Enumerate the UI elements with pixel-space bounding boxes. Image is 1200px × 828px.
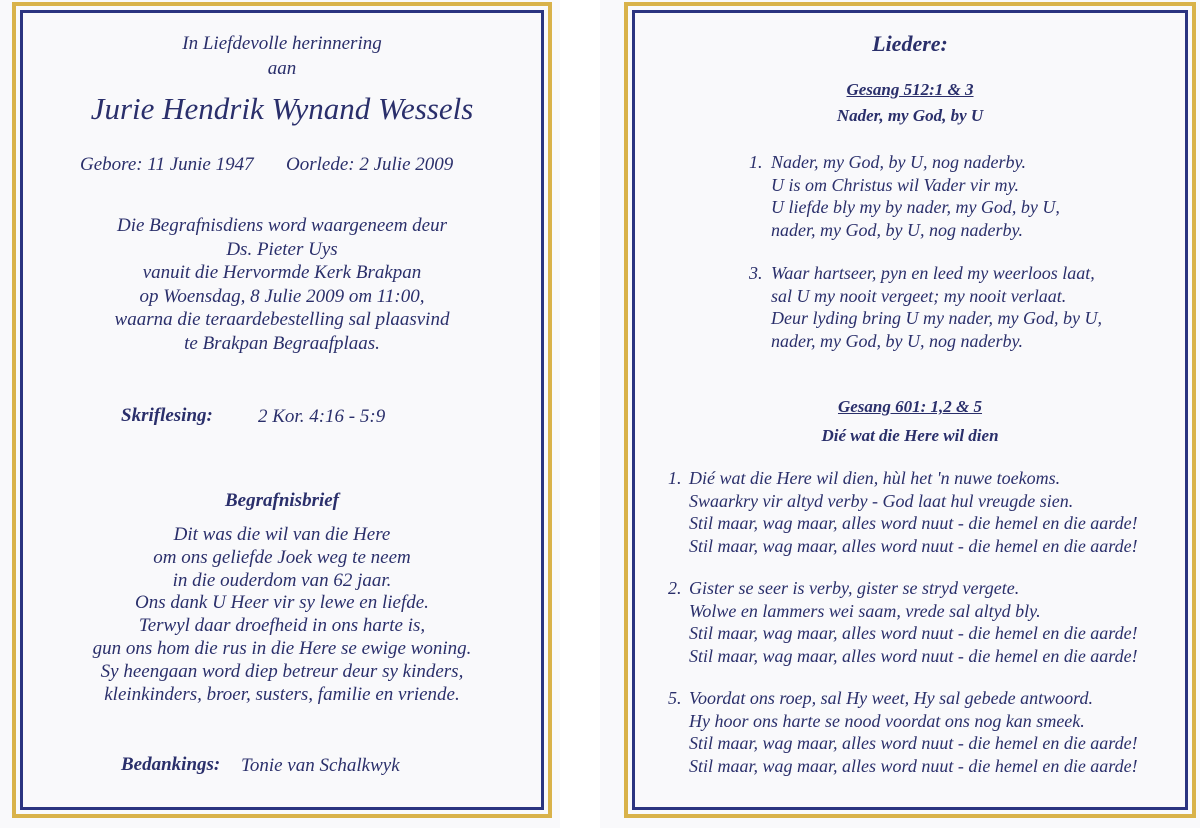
service-line: te Brakpan Begraafplaas. — [184, 332, 380, 354]
songs-heading: Liedere: — [872, 31, 948, 56]
reading-value: 2 Kor. 4:16 - 5:9 — [258, 406, 386, 427]
service-line: waarna die teraardebestelling sal plaasvind — [114, 309, 450, 330]
stanza-line: nader, my God, by U, nog naderby. — [771, 219, 1023, 240]
stanza-line: Stil maar, wag maar, alles word nuut - die hemel en die aarde! — [689, 623, 1138, 643]
letter-line: Sy heengaan word diep betreur deur sy kinders, — [100, 660, 464, 682]
stanza-line: Stil maar, wag maar, alles word nuut - die hemel en die aarde! — [689, 645, 1138, 666]
thanks-label: Bedankings: — [121, 754, 221, 775]
stanza-line: Dié wat die Here wil dien, hùl het 'n nuwe toekoms. — [689, 468, 1061, 488]
reading-label: Skriflesing: — [121, 405, 213, 426]
stanza-line: Stil maar, wag maar, alles word nuut - die hemel en die aarde! — [689, 535, 1138, 556]
thanks-value: Tonie van Schalkwyk — [241, 755, 400, 776]
letter-line: Ons dank U Heer vir sy lewe en liefde. — [135, 592, 429, 614]
letter-title: Begrafnisbrief — [225, 490, 339, 511]
service-line: Ds. Pieter Uys — [226, 238, 338, 260]
letter-line: in die ouderdom van 62 jaar. — [172, 569, 392, 591]
letter-line: gun ons hom die rus in die Here se ewige woning. — [92, 637, 472, 659]
stanza-line: Voordat ons roep, sal Hy weet, Hy sal gebede antwoord. — [689, 688, 1093, 708]
hymn2-stanza — [668, 577, 1168, 669]
stanza-line: U is om Christus wil Vader vir my. — [771, 174, 1020, 195]
death-date: Oorlede: 2 Julie 2009 — [286, 154, 454, 175]
stanza-line: sal U my nooit vergeet; my nooit verlaat. — [771, 285, 1067, 306]
stanza-line: nader, my God, by U, nog naderby. — [771, 330, 1023, 351]
hymn2-title: Dié wat die Here wil dien — [821, 426, 999, 445]
intro-text: In Liefdevolle herinnering — [182, 33, 382, 54]
stanza-number: 3. — [749, 263, 763, 283]
stanza-line: Waar hartseer, pyn en leed my weerloos laat, — [771, 263, 1095, 283]
deceased-name: Jurie Hendrik Wynand Wessels — [90, 91, 474, 126]
letter-line: Dit was die wil van die Here — [173, 524, 391, 545]
birth-date: Gebore: 11 Junie 1947 — [80, 154, 254, 175]
stanza-number: 1. — [668, 468, 682, 488]
hymn1-reference: Gesang 512:1 & 3 — [846, 80, 974, 99]
stanza-line: Stil maar, wag maar, alles word nuut - die hemel en die aarde! — [689, 513, 1138, 533]
stanza-line: Hy hoor ons harte se nood voordat ons nog kan smeek. — [689, 710, 1085, 731]
stanza-line: Stil maar, wag maar, alles word nuut - die hemel en die aarde! — [689, 733, 1138, 753]
service-line: op Woensdag, 8 Julie 2009 om 11:00, — [139, 285, 425, 307]
intro-aan: aan — [267, 58, 297, 79]
stanza-line: U liefde bly my by nader, my God, by U, — [771, 197, 1060, 217]
stanza-line: Swaarkry vir altyd verby - God laat hul vreugde sien. — [689, 490, 1074, 511]
letter-line: Terwyl daar droefheid in ons harte is, — [138, 615, 426, 637]
page-gutter — [560, 0, 600, 828]
hymn2-reference: Gesang 601: 1,2 & 5 — [837, 397, 983, 416]
hymn1-title: Nader, my God, by U — [836, 106, 984, 125]
service-line: vanuit die Hervormde Kerk Brakpan — [142, 262, 422, 283]
stanza-line: Nader, my God, by U, nog naderby. — [771, 152, 1026, 172]
right-page — [600, 0, 1200, 828]
service-details — [40, 214, 524, 355]
stanza-line: Deur lyding bring U my nader, my God, by U, — [771, 308, 1102, 328]
stanza-line: Gister se seer is verby, gister se stryd vergete. — [689, 578, 1020, 598]
stanza-number: 5. — [668, 688, 682, 708]
service-line: Die Begrafnisdiens word waargeneem deur — [117, 215, 447, 236]
stanza-number: 1. — [749, 152, 763, 172]
letter-body — [40, 524, 524, 706]
stanza-line: Stil maar, wag maar, alles word nuut - die hemel en die aarde! — [689, 755, 1138, 776]
hymn1-stanza — [749, 262, 1169, 354]
hymn2-stanza — [668, 467, 1168, 559]
hymn1-stanza — [749, 151, 1149, 243]
stanza-number: 2. — [668, 578, 682, 598]
hymn2-stanza — [668, 687, 1168, 779]
left-page — [0, 0, 560, 828]
stanza-line: Wolwe en lammers wei saam, vrede sal altyd bly. — [689, 600, 1041, 621]
letter-line: om ons geliefde Joek weg te neem — [153, 546, 411, 568]
letter-line: kleinkinders, broer, susters, familie en vriende. — [104, 683, 460, 705]
